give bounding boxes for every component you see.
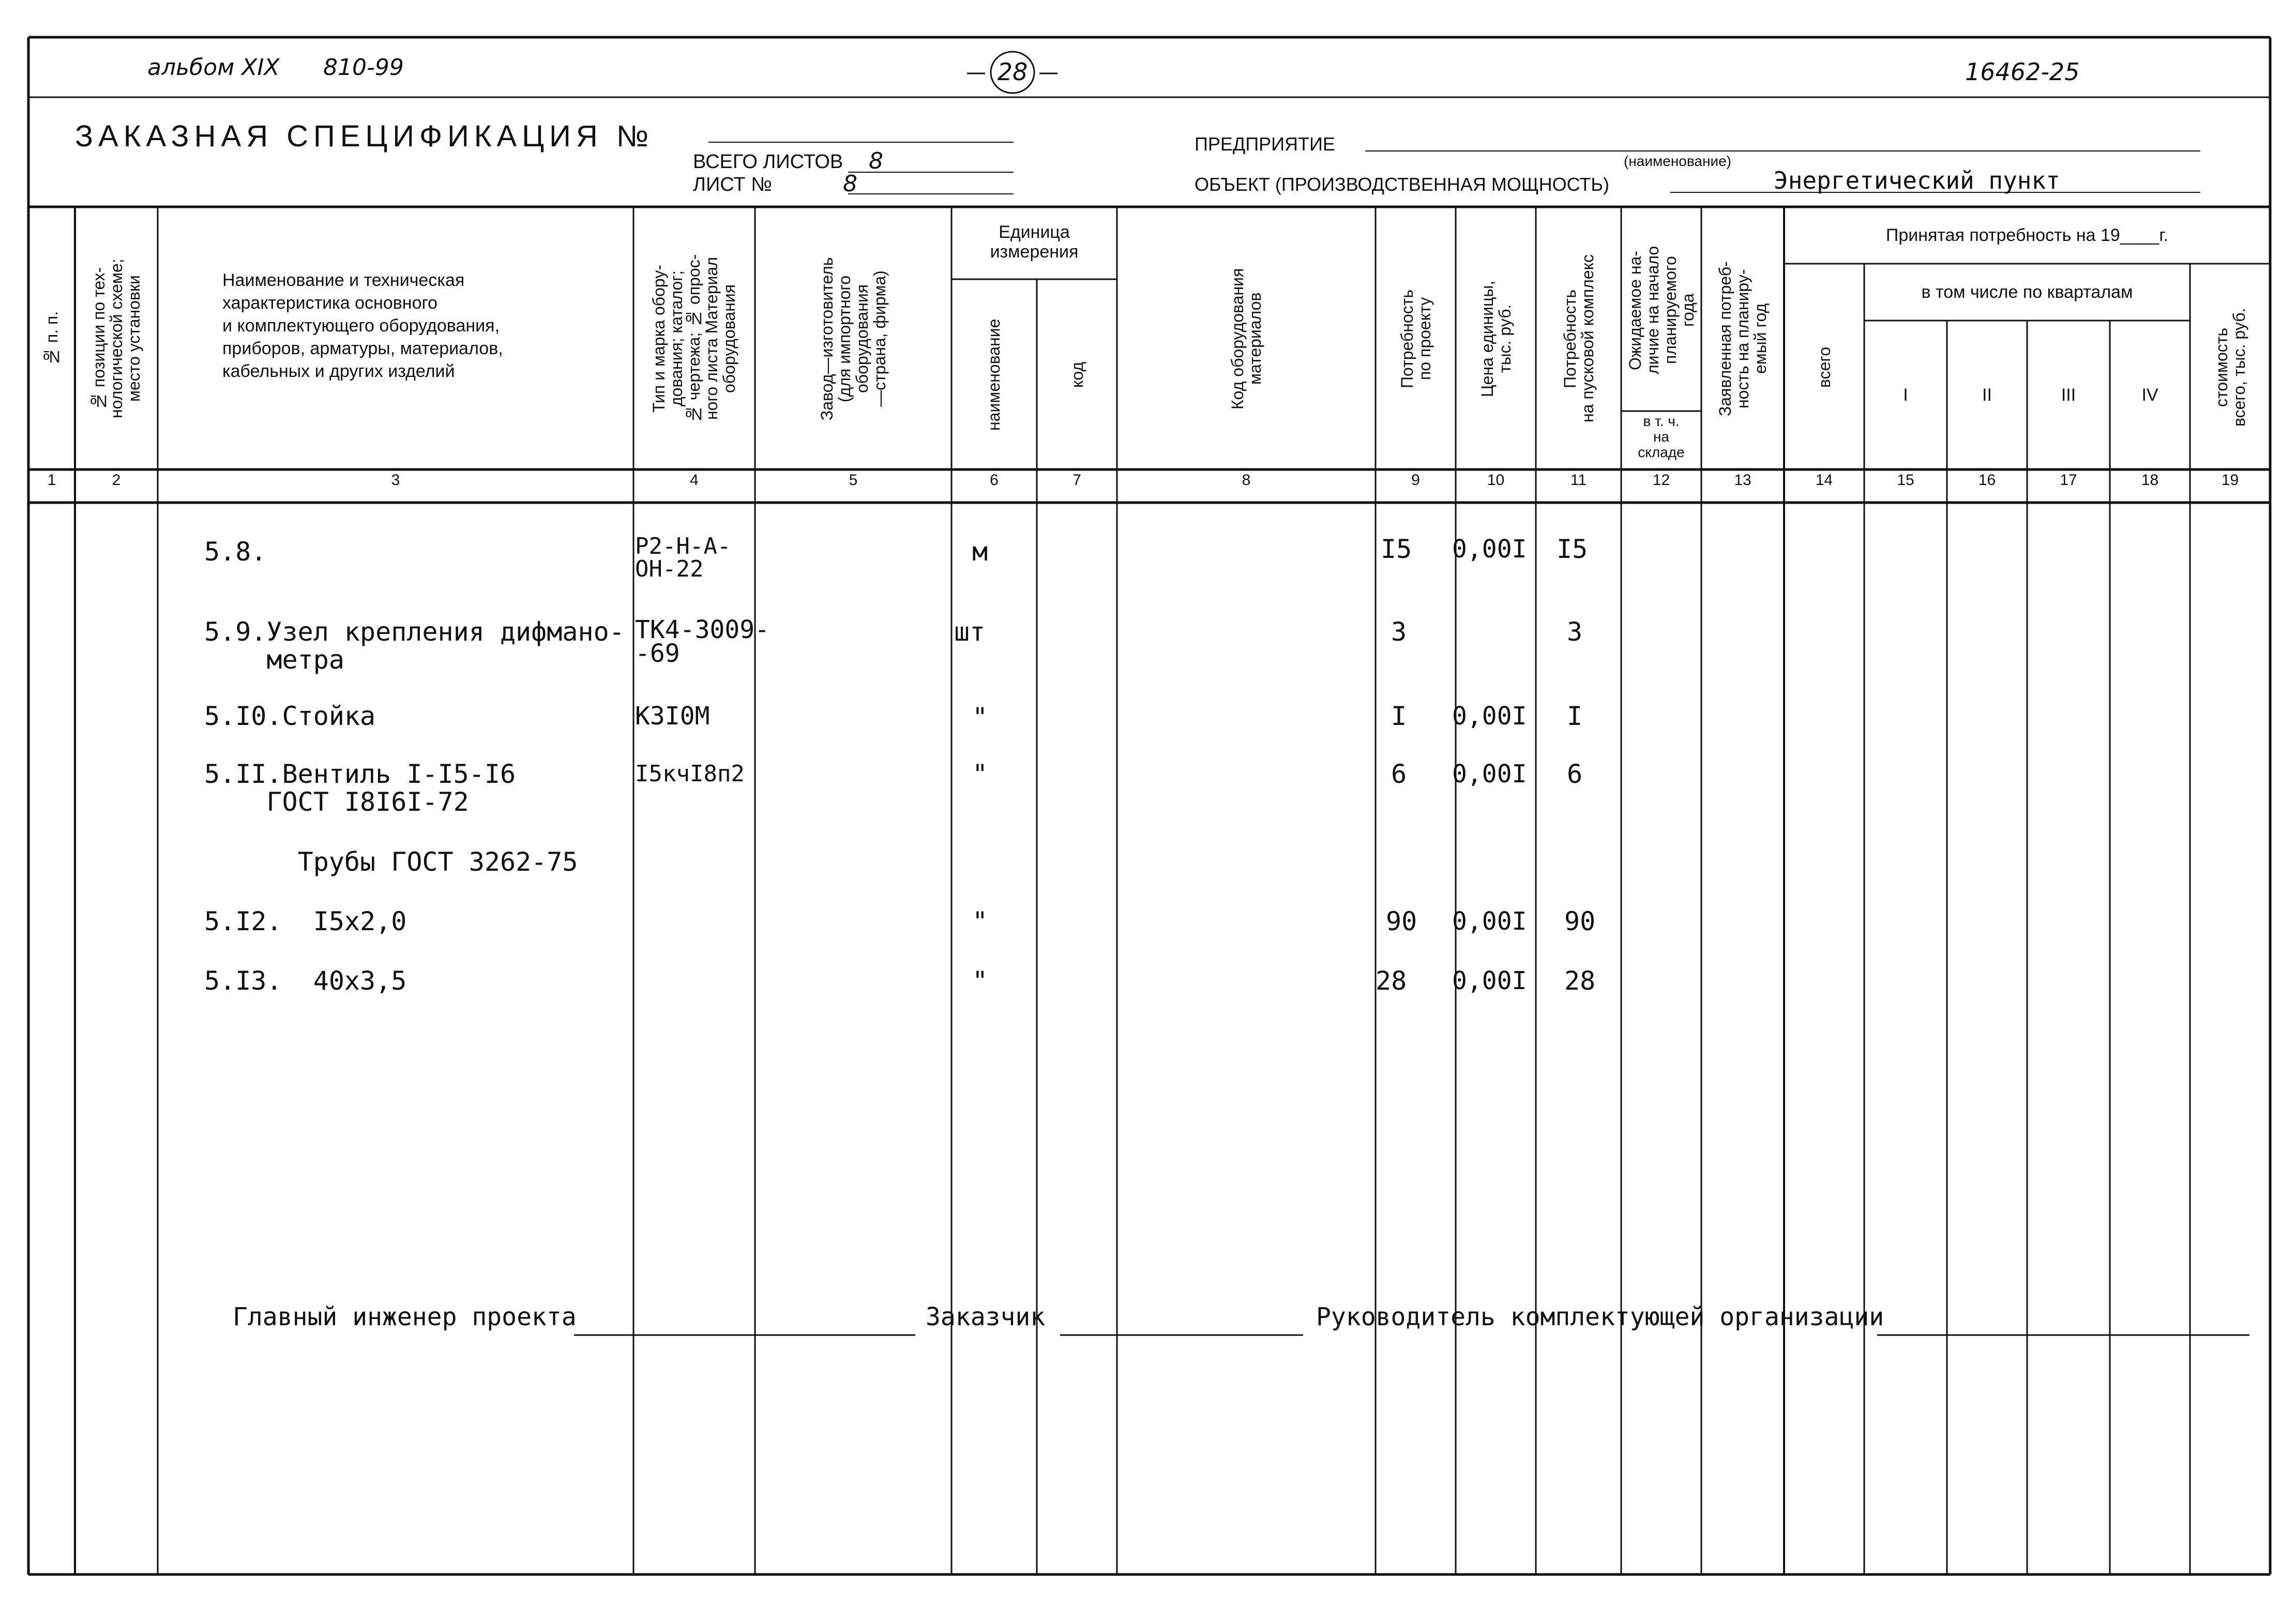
row-price: 0,00I: [1452, 702, 1527, 731]
col-number: 13: [1734, 472, 1751, 489]
col-header-12: Ожидаемое на- личие на начало планируемого года: [1626, 246, 1697, 375]
signature-head: Руководитель комплектующей организации: [1316, 1302, 1884, 1331]
col-number: 6: [990, 472, 999, 489]
col-header-11: Потребность на пусковой комплекс: [1561, 254, 1597, 423]
page-number: 28: [997, 58, 1028, 86]
row-launch: 28: [1564, 966, 1596, 996]
total-sheets-value: 8: [869, 148, 883, 174]
object-value: Энергетический пункт: [1774, 166, 2060, 194]
row-name: 5.II.Вентиль I-I5-I6 ГОСТ I8I6I-72: [204, 759, 516, 817]
col-number: 16: [1978, 472, 1996, 489]
row-unit: ": [972, 759, 988, 789]
unit-group-header: Единица измерения: [990, 222, 1079, 262]
col-number: 11: [1570, 472, 1587, 489]
row-launch: 6: [1567, 759, 1583, 789]
col-number: 19: [2221, 472, 2239, 489]
row-unit: ": [972, 702, 988, 732]
signature-chief-engineer: Главный инженер проекта: [233, 1302, 577, 1331]
row-need: I5: [1381, 534, 1412, 564]
row-name: 5.I3. 40x3,5: [204, 966, 407, 996]
row-name: 5.9.Узел крепления дифмано- метра: [204, 617, 625, 675]
sheet-value: 8: [843, 171, 857, 197]
album-label: альбом XIX: [147, 54, 280, 81]
col-number: 4: [690, 472, 699, 489]
row-unit: м: [972, 537, 988, 567]
object-label: ОБЪЕКТ (ПРОИЗВОДСТВЕННАЯ МОЩНОСТЬ): [1195, 174, 1609, 195]
quarter-4: IV: [2141, 385, 2158, 405]
page-title: ЗАКАЗНАЯ СПЕЦИФИКАЦИЯ №: [75, 119, 654, 153]
col-header-19: стоимость всего, тыс. руб.: [2212, 308, 2248, 427]
doc-code: 16462-25: [1965, 58, 2080, 86]
row-launch: 3: [1567, 617, 1583, 647]
row-type: К3I0М: [635, 702, 710, 731]
col-number: 8: [1242, 472, 1251, 489]
row-price: 0,00I: [1452, 535, 1527, 564]
col-number: 17: [2060, 472, 2077, 489]
row-unit: ": [972, 966, 988, 996]
row-type: I5кчI8п2: [635, 761, 745, 787]
total-sheets-label: ВСЕГО ЛИСТОВ: [693, 151, 843, 173]
col-number: 18: [2141, 472, 2159, 489]
col-number: 1: [47, 472, 56, 489]
col-number: 14: [1815, 472, 1833, 489]
col-number: 12: [1652, 472, 1670, 489]
col-number: 3: [391, 472, 400, 489]
name-note: (наименование): [1624, 153, 1731, 169]
quarters-header: в том числе по кварталам: [1921, 282, 2133, 302]
col-header-5: Завод—изготовитель (для импортного оборудования —страна, фирма): [818, 257, 889, 420]
enterprise-label: ПРЕДПРИЯТИЕ: [1195, 133, 1335, 155]
col-header-9: Потребность по проекту: [1398, 289, 1434, 388]
row-need: I: [1391, 701, 1407, 731]
row-need: 6: [1391, 759, 1407, 789]
col-header-2: № позиции по тех- нологической схеме; место установки: [89, 259, 143, 419]
row-type: ТК4-3009- -69: [635, 615, 770, 668]
col-number: 5: [849, 472, 858, 489]
row-name: 5.I0.Стойка: [204, 701, 376, 731]
col-header-3: Наименование и техническая характеристика основного и комплектующего оборудования, приборов, арматуры, материалов, кабельных и других изделий: [222, 270, 503, 381]
col-number: 10: [1487, 472, 1505, 489]
col-header-14: всего: [1815, 346, 1834, 388]
col-header-4: Тип и марка обору- дования; каталог; № чертежа; № опрос- ного листа Материал оборудования: [649, 254, 738, 423]
row-launch: I5: [1557, 534, 1588, 564]
row-type: Р2-Н-А- ОН-22: [635, 533, 731, 582]
row-need: 28: [1376, 966, 1407, 996]
col-header-10: Цена единицы, тыс. руб.: [1478, 280, 1514, 397]
col-header-8: Код оборудования материалов: [1228, 268, 1264, 410]
col-number: 15: [1897, 472, 1914, 489]
sheet-label: ЛИСТ №: [693, 174, 772, 195]
accepted-header: Принятая потребность на 19____г.: [1885, 225, 2169, 245]
col-header-13: Заявленная потреб- ность на планиру- емый год: [1716, 261, 1770, 416]
row-need: 90: [1386, 906, 1417, 936]
signature-customer: Заказчик: [926, 1302, 1046, 1331]
col-number: 7: [1073, 472, 1081, 489]
album-code: 810-99: [323, 54, 404, 81]
row-name: 5.8.: [204, 537, 267, 567]
col-header-7: код: [1068, 361, 1086, 388]
row-name: Трубы ГОСТ 3262-75: [204, 847, 578, 877]
row-price: 0,00I: [1452, 966, 1527, 995]
row-unit: шт: [954, 617, 986, 647]
col-header-6: наименование: [985, 319, 1003, 431]
row-unit: ": [972, 906, 988, 936]
col-number: 9: [1411, 472, 1420, 489]
row-name: 5.I2. I5x2,0: [204, 906, 407, 936]
row-price: 0,00I: [1452, 907, 1527, 936]
col-number: 2: [112, 472, 121, 489]
col-header-1: № п. п.: [42, 311, 61, 367]
quarter-2: II: [1982, 385, 1992, 405]
quarter-3: III: [2061, 385, 2076, 405]
row-need: 3: [1391, 617, 1407, 647]
row-launch: 90: [1564, 906, 1596, 936]
quarter-1: I: [1903, 385, 1908, 405]
col-header-12-sub: в т. ч. на складе: [1638, 413, 1685, 460]
row-launch: I: [1567, 701, 1583, 731]
row-price: 0,00I: [1452, 760, 1527, 789]
